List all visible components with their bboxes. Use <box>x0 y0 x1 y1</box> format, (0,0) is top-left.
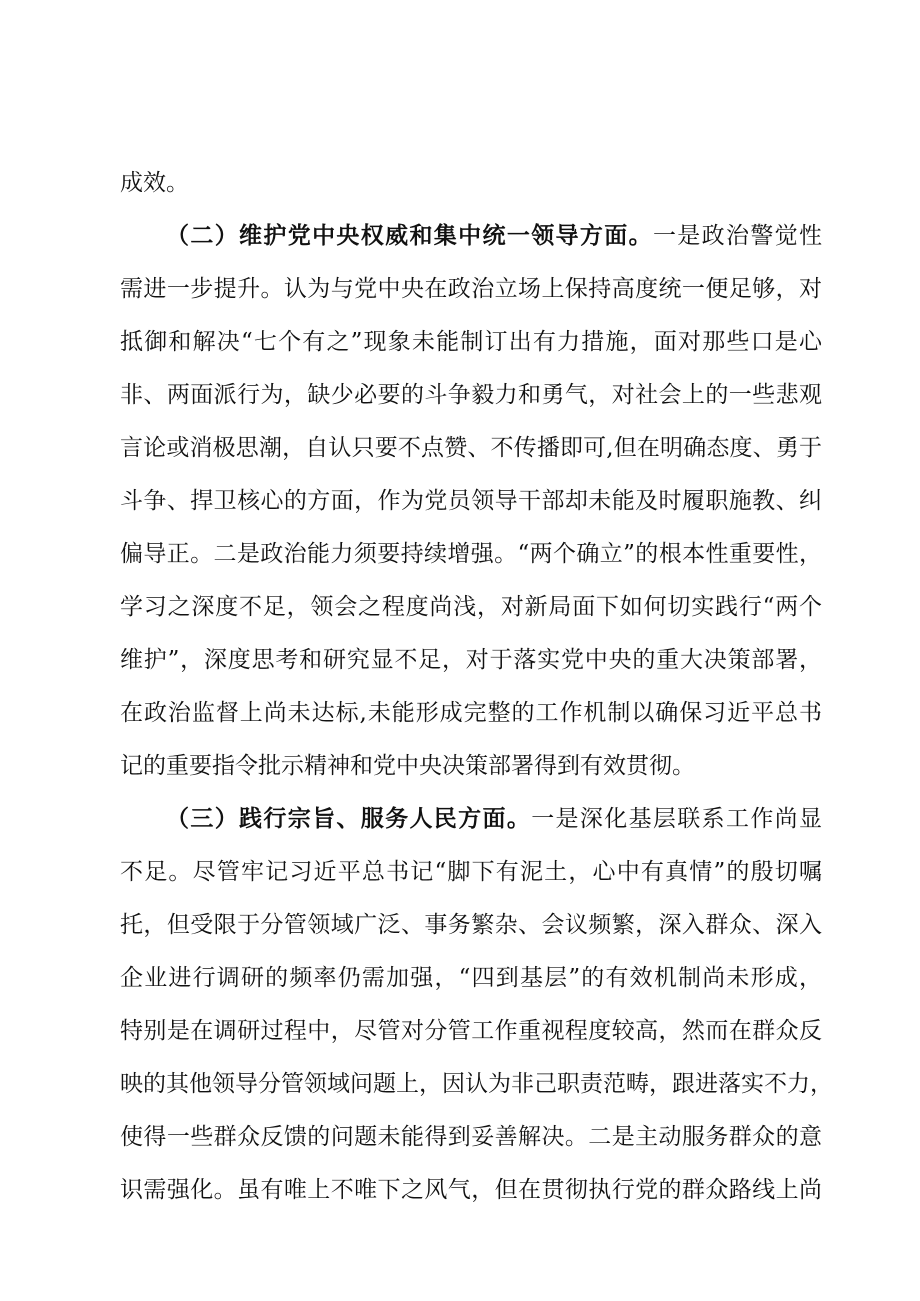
paragraph-line <box>120 163 822 203</box>
line-text: 维护”，深度思考和研究显不足，对于落实党中央的重大决策部署， <box>120 647 822 673</box>
line-text: 抵御和解决“七个有之”现象未能制订出有力措施，面对那些口是心 <box>120 329 822 355</box>
line-text: 映的其他领导分管领域问题上，因认为非己职责范畴，跟进落实不力， <box>120 1071 833 1097</box>
paragraph-line <box>120 1011 822 1051</box>
paragraph-line <box>120 428 822 468</box>
line-text: 托，但受限于分管领域广泛、事务繁杂、会议频繁，深入群众、深入 <box>120 912 822 938</box>
paragraph-line <box>120 269 822 309</box>
line-text: 需进一步提升。认为与党中央在政治立场上保持高度统一便足够，对 <box>120 276 822 302</box>
paragraph-line <box>120 852 822 892</box>
section-heading-3: （三）践行宗旨、服务人民方面。 <box>166 806 532 832</box>
paragraph-line <box>120 905 822 945</box>
line-text: 记的重要指令批示精神和党中央决策部署得到有效贯彻。 <box>120 753 695 779</box>
paragraph-line <box>120 1170 822 1210</box>
line-text: 斗争、捍卫核心的方面，作为党员领导干部却未能及时履职施教、纠 <box>120 488 822 514</box>
line-text: 不足。尽管牢记习近平总书记“脚下有泥土，心中有真情”的殷切嘱 <box>120 859 822 885</box>
line-text: 非、两面派行为，缺少必要的斗争毅力和勇气，对社会上的一些悲观 <box>120 382 822 408</box>
line-text: 成效。 <box>120 170 189 196</box>
paragraph-line <box>120 481 822 521</box>
paragraph-line <box>120 375 822 415</box>
paragraph-line <box>120 640 822 680</box>
paragraph-line <box>120 587 822 627</box>
section-heading-line <box>166 216 822 256</box>
line-text: 一是政治警觉性 <box>652 223 823 249</box>
section-heading-line <box>166 799 822 839</box>
line-text: 言论或消极思潮，自认只要不点赞、不传播即可,但在明确态度、勇于 <box>120 435 822 461</box>
paragraph-line <box>120 534 822 574</box>
section-heading-2: （二）维护党中央权威和集中统一领导方面。 <box>166 223 653 249</box>
paragraph-line <box>120 693 822 733</box>
line-text: 使得一些群众反馈的问题未能得到妥善解决。二是主动服务群众的意 <box>120 1124 822 1150</box>
line-text: 一是深化基层联系工作尚显 <box>531 806 823 832</box>
line-text: 特别是在调研过程中，尽管对分管工作重视程度较高，然而在群众反 <box>120 1018 822 1044</box>
paragraph-line <box>120 958 822 998</box>
paragraph-line <box>120 322 822 362</box>
paragraph-line <box>120 746 822 786</box>
line-text: 在政治监督上尚未达标,未能形成完整的工作机制以确保习近平总书 <box>120 700 822 726</box>
line-text: 企业进行调研的频率仍需加强，“四到基层”的有效机制尚未形成， <box>120 965 822 991</box>
paragraph-line <box>120 1064 833 1104</box>
line-text: 偏导正。二是政治能力须要持续增强。“两个确立”的根本性重要性， <box>120 541 822 567</box>
line-text: 学习之深度不足，领会之程度尚浅，对新局面下如何切实践行“两个 <box>120 594 822 620</box>
line-text: 识需强化。虽有唯上不唯下之风气，但在贯彻执行党的群众路线上尚 <box>120 1177 822 1203</box>
paragraph-line <box>120 1117 822 1157</box>
